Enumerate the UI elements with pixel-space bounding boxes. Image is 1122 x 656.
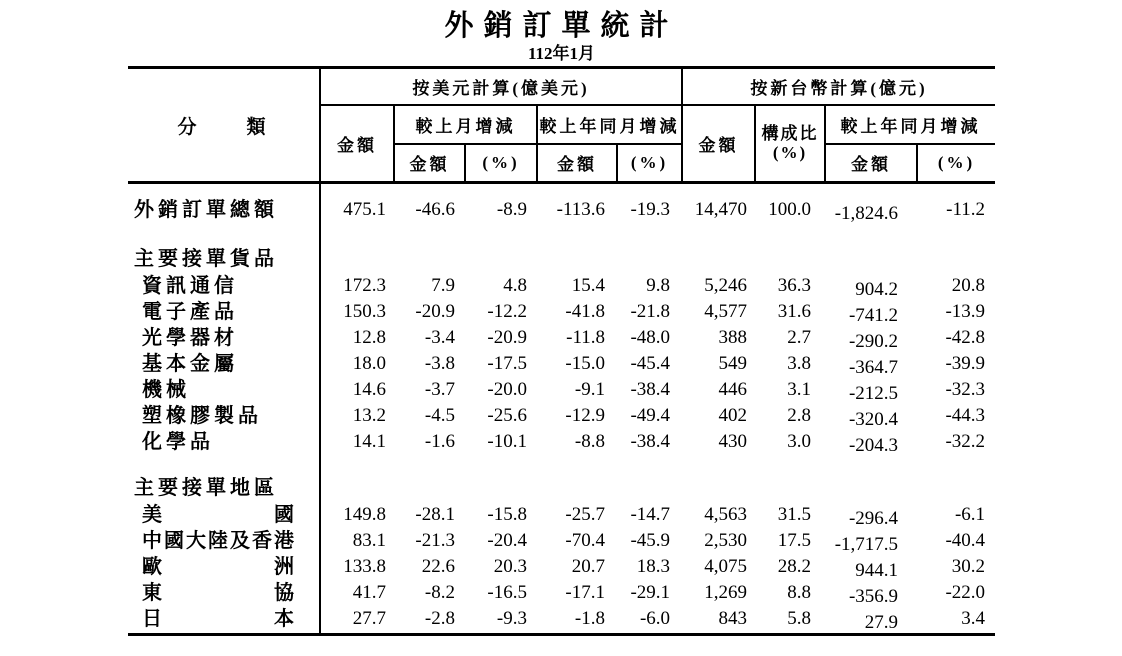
cell-value: 22.6 [421,556,455,577]
cell-value [825,231,917,278]
cell-value: -20.4 [487,530,527,551]
row-label: 機械 [128,378,320,404]
cell-value: -45.9 [630,530,671,551]
row-label: 基本金屬 [128,352,320,378]
cell-value [320,227,394,274]
cell-value [825,460,917,507]
row-label [128,529,320,555]
cell-value: -12.2 [487,301,527,322]
cell-value: -15.8 [487,504,527,525]
cell-value: 8.8 [787,582,812,603]
cell-value: -356.9 [848,586,899,607]
cell-value: 31.5 [777,504,812,525]
cell-value: -9.1 [574,379,605,400]
cell-value: -14.7 [630,504,671,525]
cell-value: -48.0 [630,327,671,348]
cell-value: -204.3 [848,435,899,456]
table-row [128,607,995,635]
cell-value: 4,577 [704,301,748,322]
cell-value: -6.0 [639,608,671,629]
cell-value [917,227,995,274]
cell-value: 3.1 [787,379,812,400]
row-label-text: 中國大陸及香港 [142,530,294,552]
table-row [128,529,995,555]
header-category: 分 類 [128,68,320,183]
cell-value [755,227,825,274]
table-row [128,227,995,274]
cell-value: -16.5 [487,582,527,603]
cell-value: 28.2 [777,556,812,577]
cell-value: -3.4 [424,327,455,348]
row-label: 主要接單地區 [128,456,320,503]
cell-value: 172.3 [343,275,386,296]
cell-value: -296.4 [848,508,899,529]
row-label: 電子產品 [128,300,320,326]
cell-value: 27.9 [864,612,899,633]
cell-value: -38.4 [630,379,671,400]
cell-value: 3.8 [787,353,812,374]
cell-value: -1,824.6 [834,203,899,224]
cell-value: -17.1 [565,582,605,603]
cell-value: 3.0 [787,431,812,452]
cell-value: 13.2 [352,405,386,426]
table-row [128,352,995,378]
cell-value: -3.8 [424,353,455,374]
table-row [128,503,995,529]
cell-value: 100.0 [768,199,812,220]
table-row [128,378,995,404]
row-label: 主要接單貨品 [128,227,320,274]
header-usd-group: 按美元計算(億美元) [320,68,682,105]
cell-value: 18.0 [352,353,386,374]
cell-value: 3.4 [961,608,986,629]
row-label-text: 歐洲 [142,556,294,578]
cell-value: -11.8 [566,327,605,348]
cell-value [617,456,682,503]
cell-value: -13.9 [945,301,986,322]
cell-value: -2.8 [424,608,455,629]
cell-value: -25.6 [487,405,527,426]
cell-value: -19.3 [630,199,671,220]
cell-value [320,456,394,503]
header-ntd-share-line2: (%) [772,143,808,163]
header-ntd-share-line1: 構成比 [761,124,819,144]
cell-value: 4,563 [704,504,748,525]
cell-value: 843 [718,608,748,629]
cell-value: 7.9 [431,275,455,296]
header-usd-yoy: 較上年同月增減 [537,105,682,144]
table-body [128,183,995,635]
cell-value [394,227,465,274]
cell-value: 20.3 [493,556,527,577]
cell-value [682,227,755,274]
row-label: 光學器材 [128,326,320,352]
header-ntd-group: 按新台幣計算(億元) [682,68,995,105]
table-row [128,404,995,430]
cell-value: -320.4 [848,409,899,430]
table-row [128,326,995,352]
cell-value: 402 [718,405,748,426]
export-orders-table [128,66,995,636]
cell-value: -113.6 [556,199,605,220]
cell-value: -20.9 [487,327,527,348]
row-label [128,555,320,581]
cell-value: 475.1 [343,199,386,220]
cell-value: 2.7 [787,327,812,348]
row-label-text: 美國 [142,504,294,526]
cell-value: -12.9 [565,405,605,426]
report-period: 112年1月 [527,44,596,63]
cell-value: -22.0 [945,582,986,603]
header-ntd-yoy-amount: 金額 [825,144,917,183]
cell-value: 388 [718,327,748,348]
cell-value: -9.3 [496,608,527,629]
cell-value: -1.6 [424,431,455,452]
cell-value: 83.1 [352,530,386,551]
cell-value: 5.8 [787,608,812,629]
cell-value: -29.1 [630,582,671,603]
header-usd-yoy-amount: 金額 [537,144,617,183]
cell-value: -8.9 [496,199,527,220]
cell-value: 27.7 [352,608,386,629]
cell-value: 36.3 [777,275,812,296]
cell-value: -21.8 [630,301,671,322]
header-usd-mom: 較上月增減 [394,105,537,144]
cell-value: -290.2 [848,331,899,352]
table-row [128,555,995,581]
cell-value: 9.8 [646,275,671,296]
cell-value [617,227,682,274]
row-label [128,503,320,529]
cell-value [465,456,537,503]
cell-value: 149.8 [343,504,386,525]
cell-value: -11.2 [946,199,986,220]
cell-value: 150.3 [343,301,386,322]
cell-value [465,227,537,274]
header-usd-amount: 金額 [320,105,394,183]
table-row [128,183,995,228]
cell-value: -20.0 [487,379,527,400]
header-ntd-yoy-pct: (%) [937,152,976,172]
cell-value: -15.0 [565,353,605,374]
row-label-text: 日本 [142,608,294,630]
cell-value: 14.1 [352,431,386,452]
cell-value: -8.2 [424,582,455,603]
header-ntd-share [755,105,825,183]
cell-value: 12.8 [352,327,386,348]
cell-value: -364.7 [848,357,899,378]
cell-value: 31.6 [777,301,812,322]
cell-value: -21.3 [415,530,455,551]
cell-value: -25.7 [565,504,605,525]
page-title: 外銷訂單統計 [444,10,679,42]
cell-value: -212.5 [848,383,899,404]
cell-value: -44.3 [945,405,986,426]
header-usd-yoy-pct: (%) [617,144,682,183]
table-row [128,581,995,607]
cell-value [917,456,995,503]
cell-value: -38.4 [630,431,671,452]
cell-value: 2.8 [787,405,812,426]
cell-value [394,456,465,503]
cell-value: 904.2 [855,279,899,300]
cell-value [682,456,755,503]
row-label: 資訊通信 [128,274,320,300]
table-row [128,300,995,326]
row-label: 塑橡膠製品 [128,404,320,430]
cell-value: -28.1 [415,504,455,525]
header-usd-mom-pct: (%) [465,144,537,183]
cell-value: 4,075 [704,556,748,577]
row-label [128,607,320,635]
cell-value [537,456,617,503]
cell-value: 14,470 [694,199,748,220]
cell-value: -20.9 [415,301,455,322]
cell-value: 446 [718,379,748,400]
header-ntd-amount: 金額 [682,105,755,183]
cell-value: -10.1 [487,431,527,452]
cell-value: -41.8 [565,301,605,322]
cell-value: 1,269 [704,582,748,603]
cell-value: -49.4 [630,405,671,426]
row-label [128,581,320,607]
cell-value: 41.7 [352,582,386,603]
cell-value [755,456,825,503]
cell-value: -40.4 [945,530,986,551]
cell-value: -4.5 [424,405,455,426]
cell-value: 18.3 [636,556,671,577]
row-label: 化學品 [128,430,320,456]
cell-value: -32.3 [945,379,986,400]
cell-value: 14.6 [352,379,386,400]
cell-value: 430 [718,431,748,452]
row-label-text: 東協 [142,582,294,604]
cell-value: 944.1 [855,560,899,581]
cell-value: 4.8 [503,275,527,296]
row-label: 外銷訂單總額 [128,183,320,228]
cell-value: -3.7 [424,379,455,400]
cell-value: -32.2 [945,431,986,452]
cell-value: -1,717.5 [834,534,899,555]
cell-value: -42.8 [945,327,986,348]
cell-value: 133.8 [343,556,386,577]
cell-value: 20.7 [571,556,605,577]
cell-value [537,227,617,274]
table-row [128,274,995,300]
cell-value: 5,246 [704,275,748,296]
table-row [128,430,995,456]
report-wrapper [128,0,995,636]
cell-value: 15.4 [571,275,605,296]
header-ntd-yoy: 較上年同月增減 [825,105,995,144]
cell-value: -39.9 [945,353,986,374]
header-usd-mom-amount: 金額 [394,144,465,183]
cell-value: 549 [718,353,748,374]
cell-value: -46.6 [415,199,455,220]
cell-value: 2,530 [704,530,748,551]
cell-value: -741.2 [848,305,899,326]
cell-value: 17.5 [777,530,812,551]
cell-value: 20.8 [951,275,986,296]
table-row [128,456,995,503]
cell-value: 30.2 [951,556,986,577]
table-header [128,68,995,183]
cell-value: -1.8 [574,608,605,629]
cell-value: -70.4 [565,530,605,551]
cell-value: -45.4 [630,353,671,374]
cell-value: -8.8 [574,431,605,452]
cell-value: -6.1 [954,504,986,525]
cell-value: -17.5 [487,353,527,374]
